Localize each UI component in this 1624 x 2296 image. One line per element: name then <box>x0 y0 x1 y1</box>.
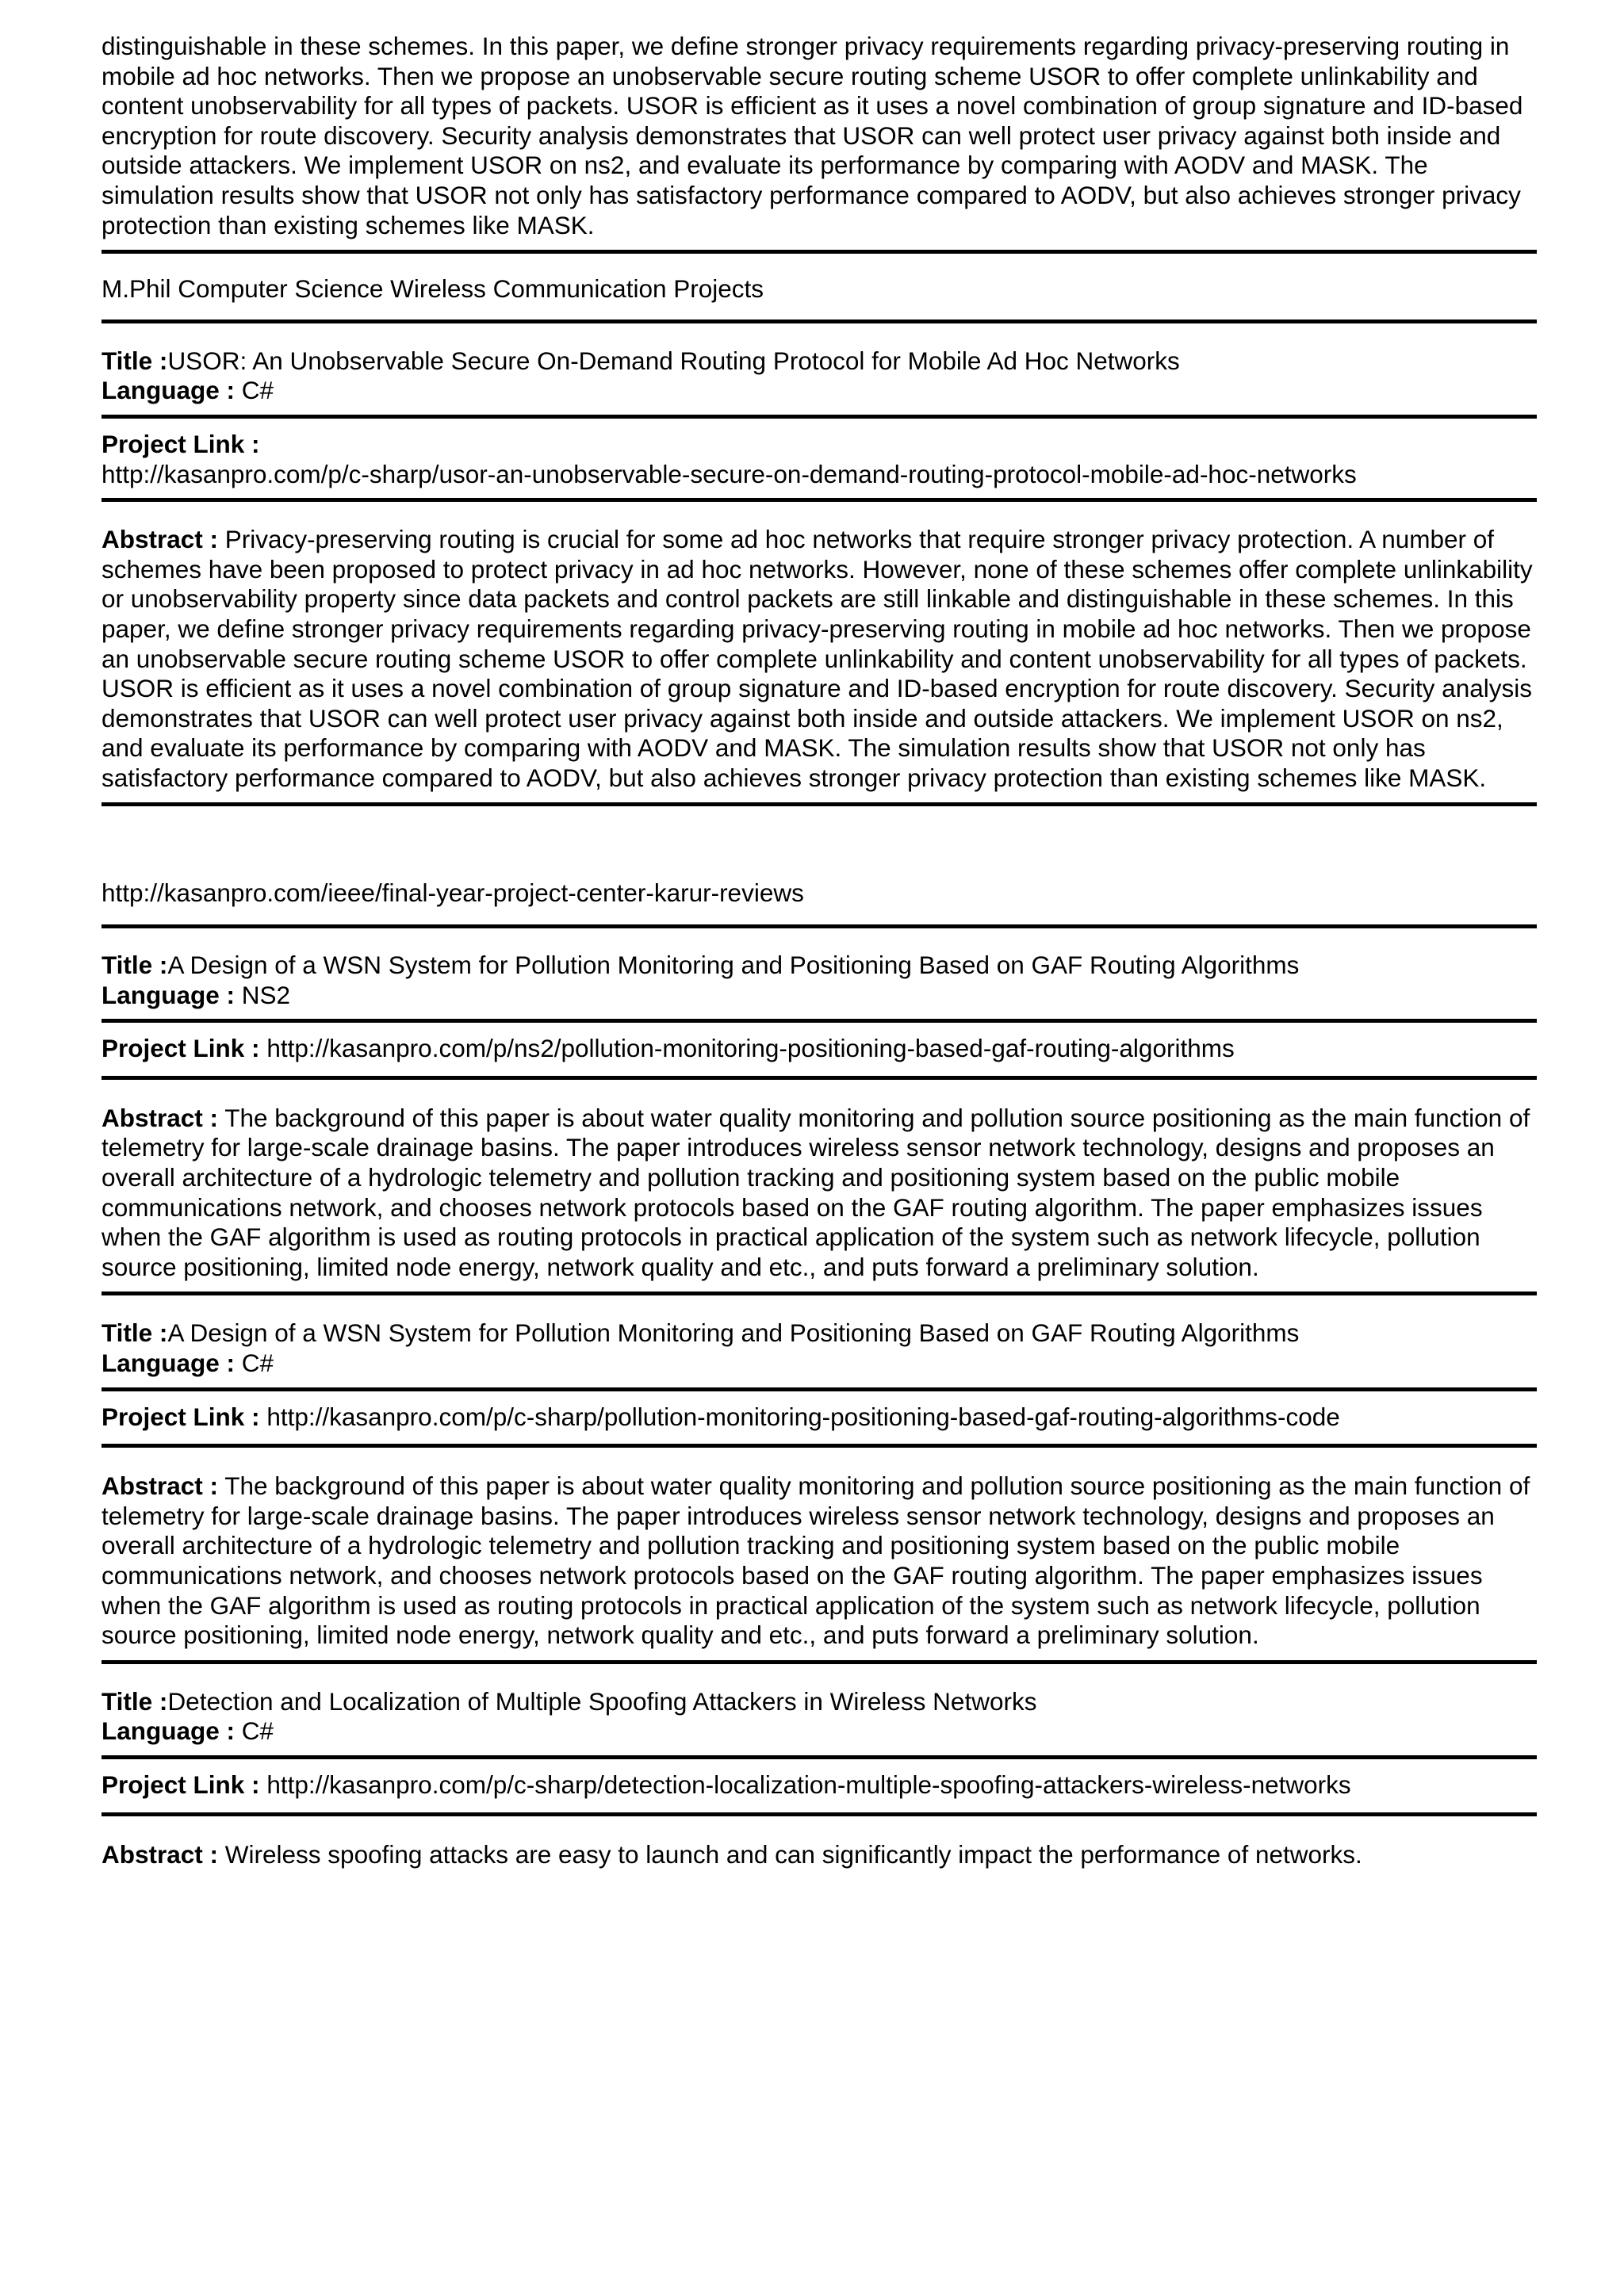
project-language: C# <box>241 1349 274 1377</box>
divider <box>102 1444 1537 1448</box>
divider <box>102 1076 1537 1080</box>
project-link-label: Project Link : <box>102 429 260 458</box>
project-entry <box>102 1318 1537 1663</box>
project-abstract <box>102 525 1537 793</box>
document-page <box>102 32 1537 1869</box>
project-title: USOR: An Unobservable Secure On-Demand Routing Protocol for Mobile Ad Hoc Networks <box>167 346 1180 375</box>
project-link-line <box>102 430 1537 489</box>
abstract-continuation: distinguishable in these schemes. In this paper, we define stronger privacy requirements regarding privacy-preserving routing in mobile ad hoc networks. Then we propose an unobservable secure routing scheme USOR to offer complete unlinkability and content unobservability for all types of packets. USOR is efficient as it uses a novel combination of group signature and ID-based encryption for route discovery. Security analysis demonstrates that USOR can well protect user privacy against both inside and outside attackers. We implement USOR on ns2, and evaluate its performance by comparing with AODV and MASK. The simulation results show that USOR not only has satisfactory performance compared to AODV, but also achieves stronger privacy protection than existing schemes like MASK. <box>102 32 1523 239</box>
project-link[interactable]: http://kasanpro.com/p/c-sharp/detection-localization-multiple-spoofing-attackers-wireless-networks <box>266 1770 1351 1799</box>
abstract-text: Privacy-preserving routing is crucial for some ad hoc networks that require stronger privacy protection. A number of schemes have been proposed to protect privacy in ad hoc networks. However, none of these schemes offer complete unlinkability or unobservability property since data packets and control packets are still linkable and distinguishable in these schemes. In this paper, we define stronger privacy requirements regarding privacy-preserving routing in mobile ad hoc networks. Then we propose an unobservable secure routing scheme USOR to offer complete unlinkability and content unobservability for all types of packets. USOR is efficient as it uses a novel combination of group signature and ID-based encryption for route discovery. Security analysis demonstrates that USOR can well protect user privacy against both inside and outside attackers. We implement USOR on ns2, and evaluate its performance by comparing with AODV and MASK. The simulation results show that USOR not only has satisfactory performance compared to AODV, but also achieves stronger privacy protection than existing schemes like MASK. <box>102 525 1533 792</box>
project-link-label: Project Link : <box>102 1402 260 1431</box>
project-language-line <box>102 1716 1537 1747</box>
project-link-line <box>102 1402 1537 1433</box>
project-language: C# <box>241 376 274 405</box>
project-entry <box>102 1687 1537 1869</box>
project-entry <box>102 951 1537 1295</box>
divider <box>102 250 1537 254</box>
project-entry <box>102 346 1537 807</box>
project-title-line <box>102 1687 1537 1717</box>
project-link-label: Project Link : <box>102 1770 260 1799</box>
project-language: NS2 <box>241 980 291 1009</box>
divider <box>102 1387 1537 1391</box>
abstract-label: Abstract : <box>102 1839 219 1869</box>
project-title: A Design of a WSN System for Pollution Monitoring and Positioning Based on GAF Routing Algorithms <box>167 951 1300 980</box>
language-label: Language : <box>102 376 236 405</box>
divider <box>102 1019 1537 1023</box>
project-link-label: Project Link : <box>102 1034 260 1063</box>
project-title: A Design of a WSN System for Pollution Monitoring and Positioning Based on GAF Routing Algorithms <box>167 1318 1300 1348</box>
divider <box>102 415 1537 419</box>
project-link[interactable]: http://kasanpro.com/p/c-sharp/usor-an-unobservable-secure-on-demand-routing-protocol-mobile-ad-hoc-networks <box>102 459 1357 488</box>
abstract-label: Abstract : <box>102 525 219 554</box>
divider <box>102 924 1537 928</box>
abstract-label: Abstract : <box>102 1471 219 1501</box>
section-heading: M.Phil Computer Science Wireless Communication Projects <box>102 274 764 304</box>
language-label: Language : <box>102 1716 236 1746</box>
divider <box>102 320 1537 323</box>
abstract-text: Wireless spoofing attacks are easy to launch and can significantly impact the performance of networks. <box>224 1839 1362 1869</box>
project-abstract <box>102 1471 1537 1651</box>
project-abstract <box>102 1840 1537 1870</box>
project-language-line <box>102 981 1537 1011</box>
language-label: Language : <box>102 1349 236 1377</box>
divider <box>102 1660 1537 1664</box>
project-language: C# <box>241 1716 274 1746</box>
project-language-line <box>102 376 1537 406</box>
abstract-text: The background of this paper is about water quality monitoring and pollution source positioning as the main function of telemetry for large-scale drainage basins. The paper introduces wireless sensor network technology, designs and proposes an overall architecture of a hydrologic telemetry and pollution tracking and positioning system based on the public mobile communications network, and chooses network protocols based on the GAF routing algorithm. The paper emphasizes issues when the GAF algorithm is used as routing protocols in practical application of the system such as network lifecycle, pollution source positioning, limited node energy, network quality and etc., and puts forward a preliminary solution. <box>102 1471 1530 1650</box>
title-label: Title : <box>102 951 168 980</box>
divider <box>102 1812 1537 1816</box>
project-title-line <box>102 1318 1537 1349</box>
project-link[interactable]: http://kasanpro.com/p/c-sharp/pollution-monitoring-positioning-based-gaf-routing-algorithms-code <box>266 1402 1340 1431</box>
divider <box>102 1292 1537 1295</box>
project-language-line <box>102 1349 1537 1379</box>
title-label: Title : <box>102 346 168 375</box>
project-title-line <box>102 951 1537 981</box>
divider <box>102 802 1537 806</box>
language-label: Language : <box>102 980 236 1009</box>
title-label: Title : <box>102 1686 168 1716</box>
divider <box>102 498 1537 502</box>
abstract-label: Abstract : <box>102 1103 219 1132</box>
reviews-link[interactable]: http://kasanpro.com/ieee/final-year-project-center-karur-reviews <box>102 878 804 908</box>
abstract-text: The background of this paper is about water quality monitoring and pollution source positioning as the main function of telemetry for large-scale drainage basins. The paper introduces wireless sensor network technology, designs and proposes an overall architecture of a hydrologic telemetry and pollution tracking and positioning system based on the public mobile communications network, and chooses network protocols based on the GAF routing algorithm. The paper emphasizes issues when the GAF algorithm is used as routing protocols in practical application of the system such as network lifecycle, pollution source positioning, limited node energy, network quality and etc., and puts forward a preliminary solution. <box>102 1103 1530 1281</box>
project-link[interactable]: http://kasanpro.com/p/ns2/pollution-monitoring-positioning-based-gaf-routing-algorithms <box>266 1034 1235 1063</box>
project-title: Detection and Localization of Multiple Spoofing Attackers in Wireless Networks <box>167 1686 1037 1716</box>
project-link-line <box>102 1034 1537 1064</box>
project-abstract <box>102 1104 1537 1283</box>
title-label: Title : <box>102 1318 168 1348</box>
project-link-line <box>102 1770 1537 1800</box>
project-title-line <box>102 346 1537 377</box>
divider <box>102 1755 1537 1759</box>
